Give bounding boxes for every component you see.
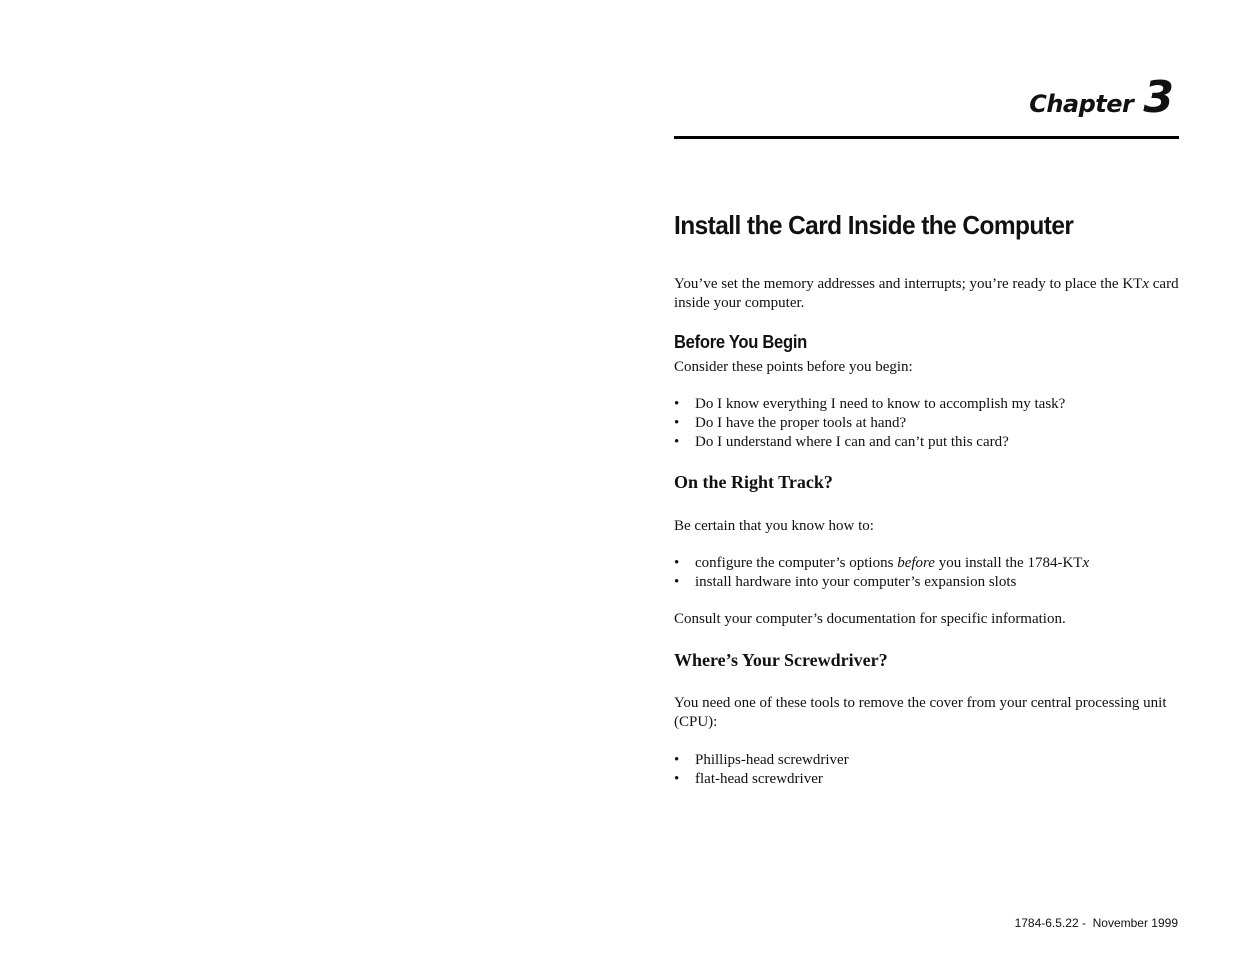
screwdriver-lead: You need one of these tools to remove the cover from your central processing unit (CPU): (674, 695, 1167, 730)
heading-right-track: On the Right Track? (674, 472, 833, 492)
chapter-heading (1029, 72, 1174, 123)
list-item: • Phillips-head screwdriver (674, 751, 1179, 770)
consult-paragraph: Consult your computer’s documentation for specific information. (674, 611, 1066, 627)
list-item: • Do I know everything I need to know to accomplish my task? (674, 395, 1179, 414)
before-lead: Consider these points before you begin: (674, 359, 913, 375)
chapter-number: 3 (1143, 72, 1174, 123)
screwdriver-list (674, 751, 1179, 789)
list-item: • configure the computer’s options before you install the 1784-KTx (674, 554, 1179, 573)
chapter-word: Chapter (1029, 90, 1134, 118)
footer-publication: 1784-6.5.22 - November 1999 (1014, 916, 1178, 930)
intro-text: You’ve set the memory addresses and interrupts; you’re ready to place the KT (674, 276, 1143, 292)
right-track-lead: Be certain that you know how to: (674, 518, 874, 534)
list-item: • flat-head screwdriver (674, 770, 1179, 789)
list-item: • Do I understand where I can and can’t put this card? (674, 433, 1179, 452)
page-title: Install the Card Inside the Computer (674, 210, 1074, 240)
list-item: • Do I have the proper tools at hand? (674, 414, 1179, 433)
intro-paragraph (674, 275, 1179, 313)
chapter-rule (674, 136, 1179, 139)
right-track-list (674, 554, 1179, 592)
heading-screwdriver: Where’s Your Screwdriver? (674, 650, 888, 670)
intro-text-end: card inside your computer. (674, 276, 1179, 311)
intro-variable: x (1142, 276, 1150, 292)
list-item: • install hardware into your computer’s expansion slots (674, 573, 1179, 592)
before-list (674, 395, 1179, 452)
heading-before-you-begin: Before You Begin (674, 332, 807, 352)
